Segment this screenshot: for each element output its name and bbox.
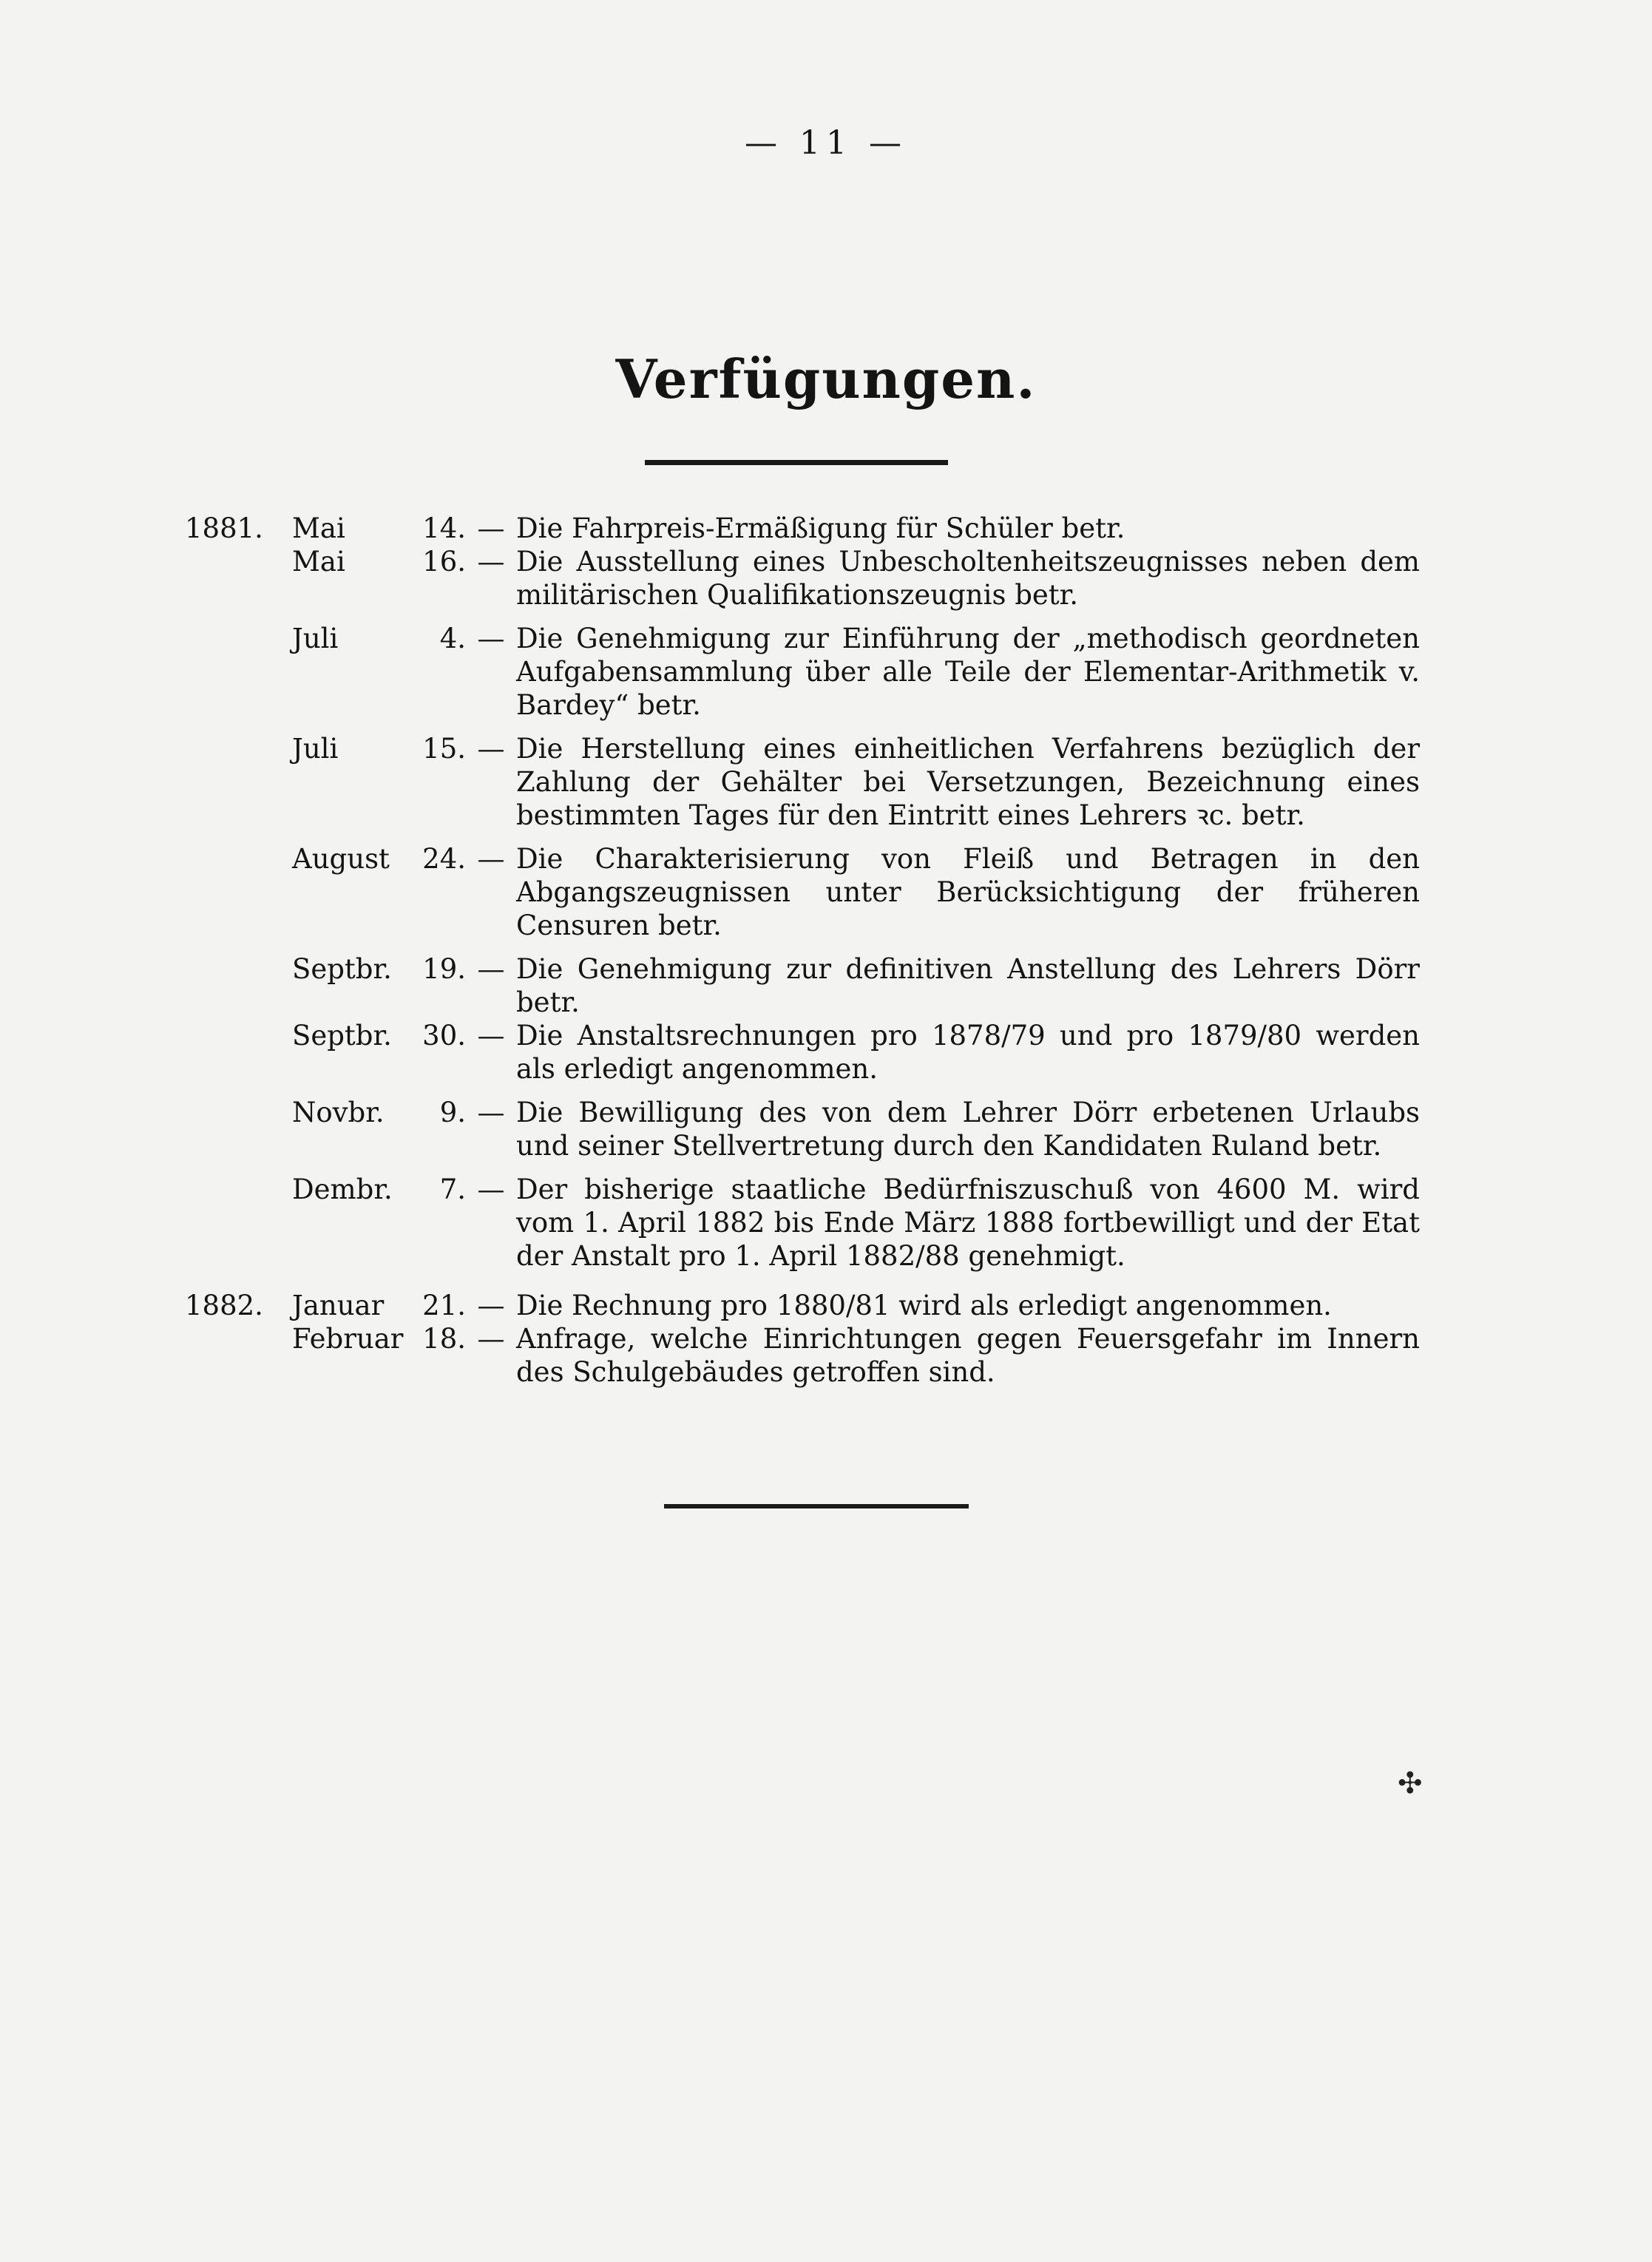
decree-list: [185, 512, 1420, 1389]
entry-month: Mai: [292, 546, 345, 578]
entry-dash: —: [477, 1290, 505, 1321]
entry-dash: —: [477, 843, 505, 875]
entry-month: Mai: [292, 512, 345, 544]
closing-rule: [664, 1504, 969, 1508]
entry-day: 14.: [422, 512, 466, 544]
entry-dash: —: [477, 1097, 505, 1128]
entry-text: Die Rechnung pro 1880/81 wird als erledigt angenommen.: [516, 1290, 1332, 1321]
entry-month: Juli: [292, 733, 339, 765]
entry-day: 30.: [422, 1020, 466, 1052]
heading-rule: [645, 460, 948, 465]
entry-dash: —: [477, 1323, 505, 1355]
entry-day: 4.: [439, 623, 466, 654]
entry-month: August: [292, 843, 390, 875]
entry-dash: —: [477, 1174, 505, 1205]
page-heading: Verfügungen.: [615, 348, 1037, 410]
decree-entry: [185, 1096, 1420, 1162]
entry-dash: —: [477, 1020, 505, 1052]
entry-month: Septbr.: [292, 953, 392, 985]
entry-month: Novbr.: [292, 1097, 385, 1128]
decree-entry: [185, 1019, 1420, 1086]
decree-entry: [185, 952, 1420, 1019]
decree-entry: [185, 545, 1420, 612]
entry-text: Anfrage, welche Einrichtungen gegen Feuersgefahr im Innern des Schulgebäudes getroffen sind.: [516, 1323, 1420, 1388]
entry-day: 15.: [422, 733, 466, 765]
entry-dash: —: [477, 953, 505, 985]
entry-day: 7.: [439, 1174, 466, 1205]
decree-entry: [185, 732, 1420, 832]
decree-entry: [185, 1289, 1420, 1322]
entry-day: 21.: [422, 1290, 466, 1321]
decree-entry: [185, 512, 1420, 545]
entry-dash: —: [477, 546, 505, 578]
page-number: — 11 —: [745, 124, 907, 162]
entry-dash: —: [477, 733, 505, 765]
entry-day: 19.: [422, 953, 466, 985]
entry-text: Die Charakterisierung von Fleiß und Betragen in den Abgangszeugnissen unter Berücksichtigung der früheren Censuren betr.: [516, 843, 1420, 941]
printer-mark-icon: ✣: [1398, 1767, 1423, 1801]
entry-dash: —: [477, 512, 505, 544]
entry-year: 1882.: [185, 1290, 263, 1321]
entry-text: Die Bewilligung des von dem Lehrer Dörr erbetenen Urlaubs und seiner Stellvertretung durch den Kandidaten Ruland betr.: [516, 1097, 1420, 1162]
entry-day: 18.: [422, 1323, 466, 1355]
entry-day: 24.: [422, 843, 466, 875]
entry-month: Juli: [292, 623, 339, 654]
entry-dash: —: [477, 623, 505, 654]
entry-text: Die Anstaltsrechnungen pro 1878/79 und pro 1879/80 werden als erledigt angenommen.: [516, 1020, 1420, 1085]
decree-entry: [185, 622, 1420, 722]
decree-entry: [185, 842, 1420, 942]
decree-entry: [185, 1173, 1420, 1273]
entry-month: Februar: [292, 1323, 404, 1355]
entry-day: 9.: [439, 1097, 466, 1128]
entry-text: Die Genehmigung zur definitiven Anstellung des Lehrers Dörr betr.: [516, 953, 1420, 1018]
entry-month: Dembr.: [292, 1174, 393, 1205]
entry-text: Die Herstellung eines einheitlichen Verfahrens bezüglich der Zahlung der Gehälter bei Versetzungen, Bezeichnung eines bestimmten Tages für den Eintritt eines Lehrers ꝛc. betr.: [516, 733, 1420, 831]
decree-entry: [185, 1322, 1420, 1389]
entry-day: 16.: [422, 546, 466, 578]
entry-year: 1881.: [185, 512, 263, 544]
entry-text: Die Fahrpreis-Ermäßigung für Schüler betr.: [516, 512, 1125, 544]
entry-text: Der bisherige staatliche Bedürfniszuschuß von 4600 M. wird vom 1. April 1882 bis Ende März 1888 fortbewilligt und der Etat der Anstalt pro 1. April 1882/88 genehmigt.: [516, 1174, 1420, 1272]
entry-month: Januar: [292, 1290, 385, 1321]
entry-month: Septbr.: [292, 1020, 392, 1052]
entry-text: Die Genehmigung zur Einführung der „methodisch geordneten Aufgabensammlung über alle Teile der Elementar-Arithmetik v. Bardey“ betr.: [516, 623, 1420, 721]
entry-text: Die Ausstellung eines Unbescholtenheitszeugnisses neben dem militärischen Qualifikationszeugnis betr.: [516, 546, 1420, 611]
